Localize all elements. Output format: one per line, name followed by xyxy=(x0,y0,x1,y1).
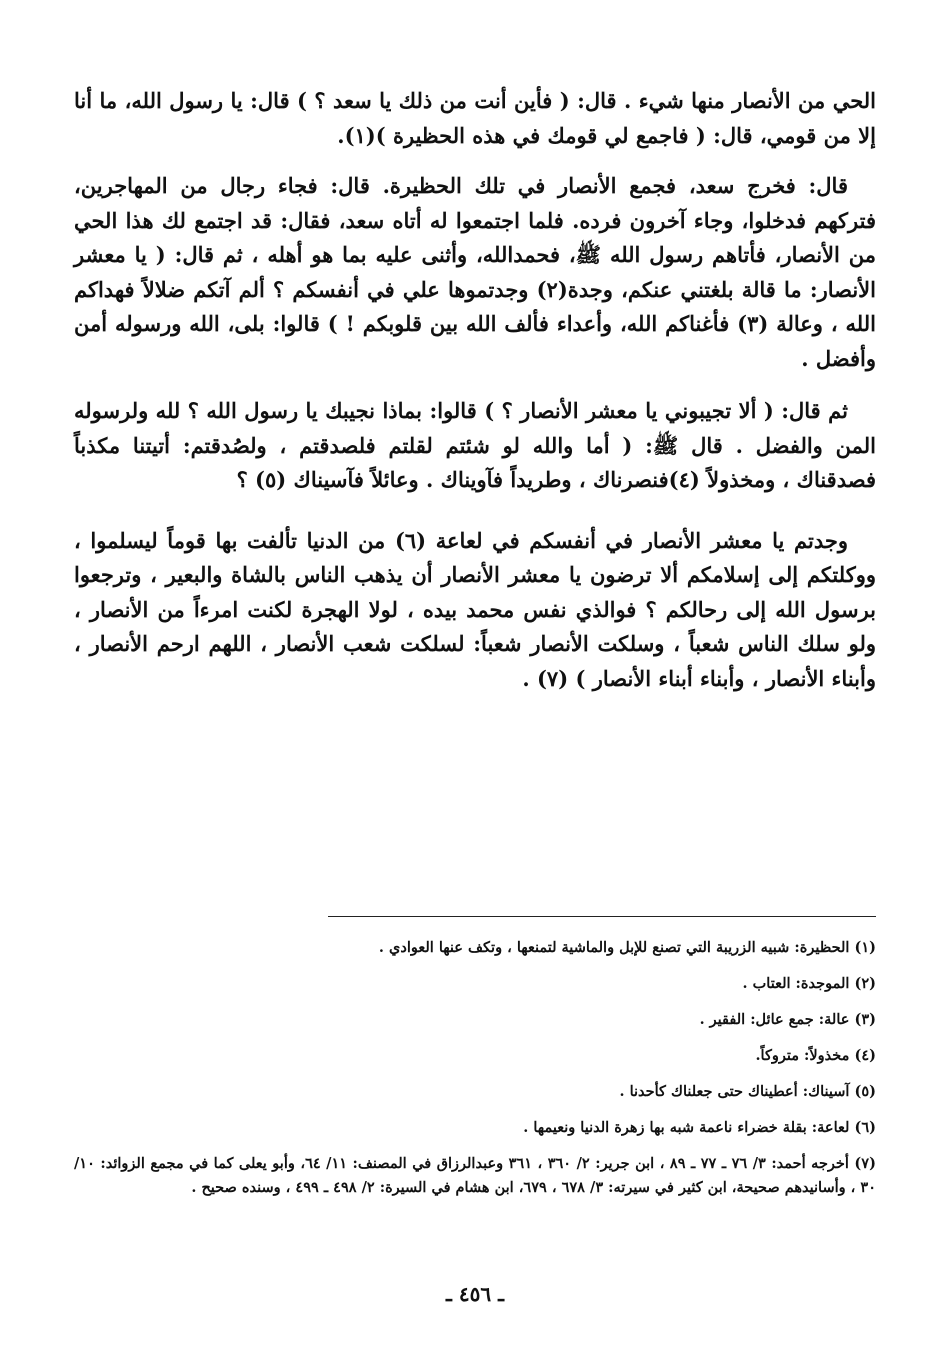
footnotes xyxy=(74,930,876,1200)
page-number: ـ ٤٥٦ ـ xyxy=(446,1282,504,1306)
footnote-5: (٥) آسيناك: أعطيناك حتى جعلناك كأحدنا . xyxy=(619,1083,876,1100)
main-text xyxy=(74,84,876,696)
paragraph-3: ثم قال: ( ألا تجيبوني يا معشر الأنصار ؟ ) قالوا: بماذا نجيبك يا رسول الله ؟ لله ولرسوله المن والفضل . قال ﷺ: ( أما والله لو شئتم لقلتم فلصدقتم ، ولصُدقتم: أتيتنا مكذباً فصدقناك ، ومخذولاً (٤)فنصرناك ، وطريداً فآويناك . وعائلاً فآسيناك (٥) ؟ xyxy=(74,398,876,492)
footnote-1: (١) الحظيرة: شبيه الزريبة التي تصنع للإبل والماشية لتمنعها ، وتكف عنها العوادي . xyxy=(378,939,876,956)
footnote-2: (٢) الموجدة: العتاب . xyxy=(742,975,876,992)
book-page xyxy=(74,84,876,1354)
footnote-divider xyxy=(328,916,876,917)
footnote-6: (٦) لعاعة: بقلة خضراء ناعمة شبه بها زهرة الدنيا ونعيمها . xyxy=(523,1119,876,1136)
footnote-3: (٣) عالة: جمع عائل: الفقير . xyxy=(699,1011,876,1028)
footnote-7: (٧) أخرجه أحمد: ٣/ ٧٦ ـ ٧٧ ـ ٨٩ ، ابن جرير: ٢/ ٣٦٠ ، ٣٦١ وعبدالرزاق في المصنف: ١١/ ٦٤، وأبو يعلى كما في مجمع الزوائد: ١٠/ ٣٠ ، وأسانيدهم صحيحة، ابن كثير في سيرته: ٣/ ٦٧٨ ، ٦٧٩، ابن هشام في السيرة: ٢/ ٤٩٨ ـ ٤٩٩ ، وسنده صحيح . xyxy=(74,1155,876,1196)
paragraph-1: الحي من الأنصار منها شيء . قال: ( فأين أنت من ذلك يا سعد ؟ ) قال: يا رسول الله، ما أنا إلا من قومي، قال: ( فاجمع لي قومك في هذه الحظيرة )(١). xyxy=(74,88,876,148)
paragraph-2: قال: فخرج سعد، فجمع الأنصار في تلك الحظيرة. قال: فجاء رجال من المهاجرين، فتركهم فدخلوا، وجاء آخرون فرده. فلما اجتمعوا له أتاه سعد، فقال: قد اجتمع لك هذا الحي من الأنصار، فأتاهم رسول الله ﷺ، فحمدالله، وأثنى عليه بما هو أهله ، ثم قال: ( يا معشر الأنصار: ما قالة بلغتني عنكم، وجدة(٢) وجدتموها علي في أنفسكم ؟ ألم آتكم ضلالاً فهداكم الله ، وعالة (٣) فأغناكم الله، وأعداء فألف الله بين قلوبكم ! ) قالوا: بلى، الله ورسوله أمن وأفضل . xyxy=(74,173,876,371)
footnote-4: (٤) مخذولاً: متروكاً. xyxy=(755,1047,876,1064)
paragraph-4: وجدتم يا معشر الأنصار في أنفسكم في لعاعة (٦) من الدنيا تألفت بها قوماً ليسلموا ، ووكلتكم إلى إسلامكم ألا ترضون يا معشر الأنصار أن يذهب الناس بالشاة والبعير ، وترجعوا برسول الله إلى رحالكم ؟ فوالذي نفس محمد بيده ، لولا الهجرة لكنت امرءاً من الأنصار ، ولو سلك الناس شعباً ، وسلكت الأنصار شعباً: لسلكت شعب الأنصار ، اللهم ارحم الأنصار ، وأبناء الأنصار ، وأبناء أبناء الأنصار ) (٧) . xyxy=(74,527,876,691)
